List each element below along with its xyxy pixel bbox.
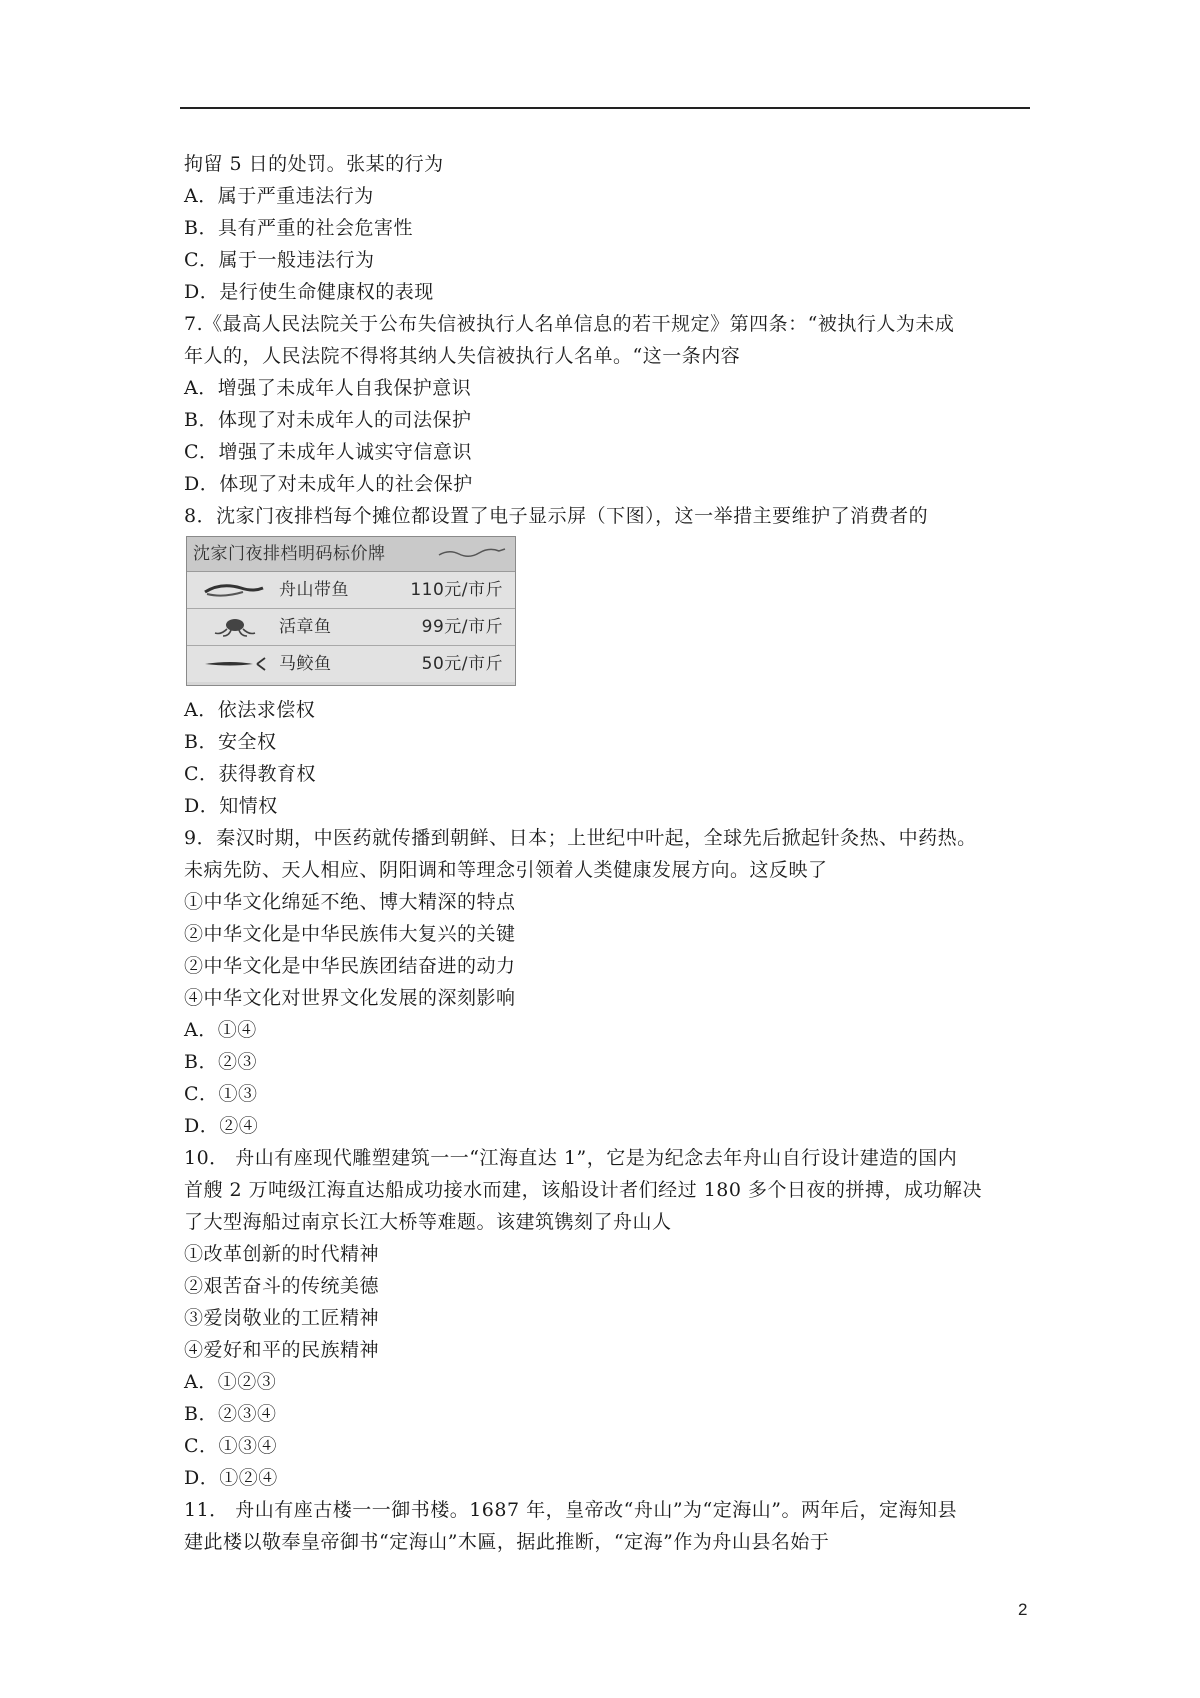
text-line: ①改革创新的时代精神: [184, 1243, 380, 1265]
price-sign-title-bar: [187, 537, 515, 572]
text-line: D．体现了对未成年人的社会保护: [184, 473, 473, 495]
text-line: C．增强了未成年人诚实守信意识: [184, 441, 473, 463]
price-sign-figure: [186, 536, 516, 686]
text-line: 首艘 2 万吨级江海直达船成功接水而建，该船设计者们经过 180 多个日夜的拼搏，成功解决: [184, 1179, 983, 1201]
text-line: B．具有严重的社会危害性: [184, 217, 413, 239]
text-line: 年人的，人民法院不得将其纳人失信被执行人名单。“这一条内容: [184, 345, 741, 367]
price-sign-title: 沈家门夜排档明码标价牌: [193, 544, 386, 564]
text-line: C．获得教育权: [184, 763, 317, 785]
fish-name: 马鲛鱼: [279, 654, 332, 674]
text-line: C．属于一般违法行为: [184, 249, 375, 271]
decorative-flourish-icon: [437, 547, 507, 559]
fish-price: 99元/市斤: [421, 617, 503, 637]
text-line: B．②③④: [184, 1403, 277, 1425]
text-line: C．①③: [184, 1083, 258, 1105]
text-line: ④中华文化对世界文化发展的深刻影响: [184, 987, 516, 1009]
fish-name: 活章鱼: [279, 617, 332, 637]
text-line: A．①④: [184, 1019, 257, 1041]
text-line: B．②③: [184, 1051, 257, 1073]
fish-price: 50元/市斤: [421, 654, 503, 674]
fish-price: 110元/市斤: [410, 580, 503, 600]
text-line: 8．沈家门夜排档每个摊位都设置了电子显示屏（下图），这一举措主要维护了消费者的: [184, 505, 929, 527]
octopus-icon: [201, 617, 271, 637]
fish-name: 舟山带鱼: [279, 580, 349, 600]
text-line: ③爱岗敬业的工匠精神: [184, 1307, 380, 1329]
ribbonfish-icon: [201, 580, 271, 600]
text-line: D．①②④: [184, 1467, 278, 1489]
text-line: 了大型海船过南京长江大桥等难题。该建筑镌刻了舟山人: [184, 1211, 672, 1233]
text-line: D．②④: [184, 1115, 259, 1137]
text-line: D．是行使生命健康权的表现: [184, 281, 434, 303]
text-line: A．依法求偿权: [184, 699, 316, 721]
text-line: ①中华文化绵延不绝、博大精深的特点: [184, 891, 516, 913]
text-line: 11． 舟山有座古楼一一御书楼。1687 年，皇帝改“舟山”为“定海山”。两年后，定海知县: [184, 1499, 957, 1521]
text-line: ②中华文化是中华民族伟大复兴的关键: [184, 923, 516, 945]
text-line: 9．秦汉时期，中医药就传播到朝鲜、日本；上世纪中叶起，全球先后掀起针灸热、中药热。: [184, 827, 977, 849]
price-sign-row: [187, 609, 515, 646]
text-line: D．知情权: [184, 795, 278, 817]
text-line: A．增强了未成年人自我保护意识: [184, 377, 472, 399]
text-line: 10． 舟山有座现代雕塑建筑一一“江海直达 1”，它是为纪念去年舟山自行设计建造的国内: [184, 1147, 958, 1169]
header-rule: [180, 107, 1030, 109]
page-number: 2: [1018, 1600, 1028, 1619]
text-block-after-figure: [184, 694, 1036, 1558]
text-line: 未病先防、天人相应、阴阳调和等理念引领着人类健康发展方向。这反映了: [184, 859, 828, 881]
price-sign-row: [187, 572, 515, 609]
document-body: [184, 148, 1036, 1558]
mackerel-icon: [201, 654, 271, 674]
text-line: C．①③④: [184, 1435, 278, 1457]
text-line: A．①②③: [184, 1371, 277, 1393]
text-block-before-figure: [184, 148, 1036, 532]
text-line: 拘留 5 日的处罚。张某的行为: [184, 153, 444, 175]
text-line: ②艰苦奋斗的传统美德: [184, 1275, 380, 1297]
text-line: 7.《最高人民法院关于公布失信被执行人名单信息的若干规定》第四条：“被执行人为未成: [184, 313, 955, 335]
text-line: B．安全权: [184, 731, 277, 753]
text-line: ④爱好和平的民族精神: [184, 1339, 380, 1361]
text-line: ②中华文化是中华民族团结奋进的动力: [184, 955, 516, 977]
text-line: B．体现了对未成年人的司法保护: [184, 409, 472, 431]
text-line: A．属于严重违法行为: [184, 185, 374, 207]
text-line: 建此楼以敬奉皇帝御书“定海山”木匾，据此推断，“定海”作为舟山县名始于: [184, 1531, 830, 1553]
price-sign-row: [187, 646, 515, 682]
